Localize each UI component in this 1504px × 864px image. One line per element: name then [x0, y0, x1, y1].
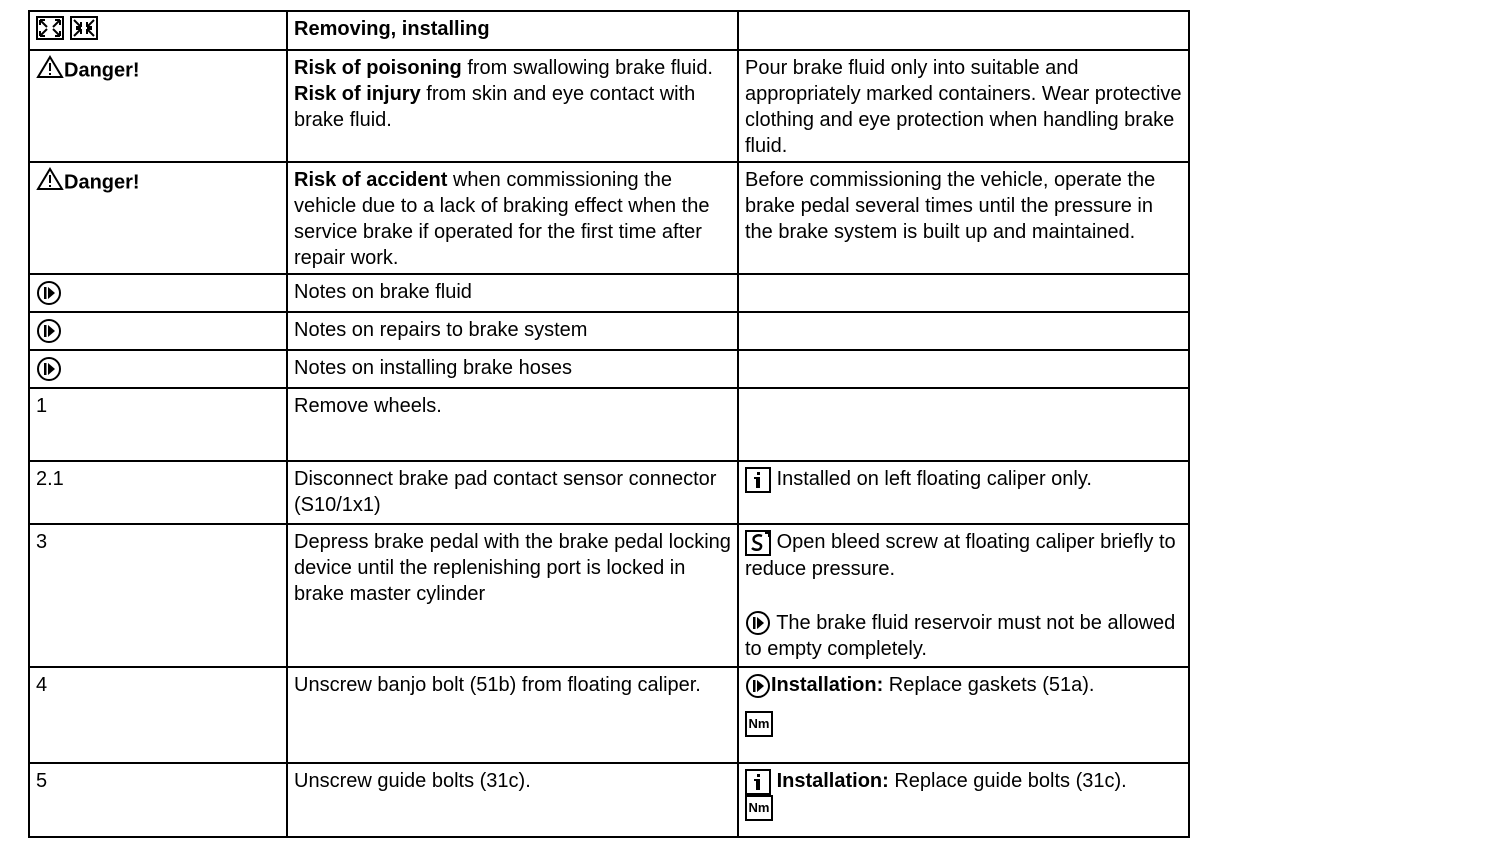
risk-text: from skin and eye contact with brake fluid. [294, 83, 696, 131]
step-number: 4 [29, 667, 287, 763]
step-text: Unscrew guide bolts (31c). [287, 763, 738, 837]
step-number: 3 [29, 524, 287, 667]
empty-cell [738, 350, 1189, 388]
danger-label-cell [29, 162, 287, 274]
installation-label: Installation: [776, 770, 889, 792]
empty-cell [738, 274, 1189, 312]
header-empty-cell [738, 11, 1189, 50]
note-arrow-icon[interactable] [36, 318, 62, 344]
danger-label-cell [29, 50, 287, 162]
procedure-table [28, 10, 1190, 838]
risk-text: from swallowing brake fluid. [461, 57, 713, 79]
installation-text: Replace gaskets (51a). [883, 674, 1095, 696]
empty-cell [738, 388, 1189, 461]
step-number: 2.1 [29, 461, 287, 524]
header-icons-cell [29, 11, 287, 50]
danger-action: Pour brake fluid only into suitable and appropriately marked containers. Wear protective clothing and eye protection when handling brake fluid. [738, 50, 1189, 162]
danger-action: Before commissioning the vehicle, operate the brake pedal several times until the pressure in the brake system is built up and maintained. [738, 162, 1189, 274]
risk-title: Risk of accident [294, 169, 448, 191]
warning-triangle-icon [36, 55, 64, 86]
danger-description [287, 162, 738, 274]
step-text: Depress brake pedal with the brake pedal locking device until the replenishing port is locked in brake master cylinder [287, 524, 738, 667]
danger-description [287, 50, 738, 162]
step-text: Remove wheels. [287, 388, 738, 461]
step-text: Unscrew banjo bolt (51b) from floating caliper. [287, 667, 738, 763]
note-arrow-icon[interactable] [36, 356, 62, 382]
tip-text: Open bleed screw at floating caliper briefly to reduce pressure. [745, 531, 1176, 580]
expand-icon[interactable] [36, 16, 64, 47]
note-arrow-icon[interactable] [745, 673, 771, 699]
info-icon[interactable] [745, 467, 771, 493]
step-remark-cell [738, 461, 1189, 524]
risk-title: Risk of poisoning [294, 57, 462, 79]
step-remark-cell [738, 667, 1189, 763]
installation-text: Replace guide bolts (31c). [888, 770, 1127, 792]
step-remark-cell [738, 763, 1189, 837]
torque-icon[interactable]: Nm [745, 795, 773, 821]
note-arrow-icon[interactable] [745, 610, 771, 636]
note-link[interactable]: Notes on brake fluid [287, 274, 738, 312]
step-number: 5 [29, 763, 287, 837]
step-remark-cell [738, 524, 1189, 667]
note-text: The brake fluid reservoir must not be allowed to empty completely. [745, 611, 1176, 661]
section-title: Removing, installing [287, 11, 738, 50]
collapse-icon[interactable] [70, 16, 98, 47]
note-link[interactable]: Notes on repairs to brake system [287, 312, 738, 350]
note-icon-cell [29, 312, 287, 350]
tip-icon[interactable] [745, 530, 771, 556]
risk-title: Risk of injury [294, 83, 421, 105]
note-icon-cell [29, 350, 287, 388]
note-arrow-icon[interactable] [36, 280, 62, 306]
info-icon[interactable] [745, 769, 771, 795]
empty-cell [738, 312, 1189, 350]
danger-label: Danger! [64, 59, 140, 82]
info-text: Installed on left floating caliper only. [776, 468, 1092, 490]
note-link[interactable]: Notes on installing brake hoses [287, 350, 738, 388]
danger-label: Danger! [64, 171, 140, 194]
note-icon-cell [29, 274, 287, 312]
risk-text: when commissioning the vehicle due to a lack of braking effect when the service brake if operated for the first time after repair work. [294, 169, 710, 269]
warning-triangle-icon [36, 167, 64, 198]
step-text: Disconnect brake pad contact sensor connector (S10/1x1) [287, 461, 738, 524]
step-number: 1 [29, 388, 287, 461]
torque-icon[interactable]: Nm [745, 711, 773, 737]
installation-label: Installation: [771, 674, 884, 696]
